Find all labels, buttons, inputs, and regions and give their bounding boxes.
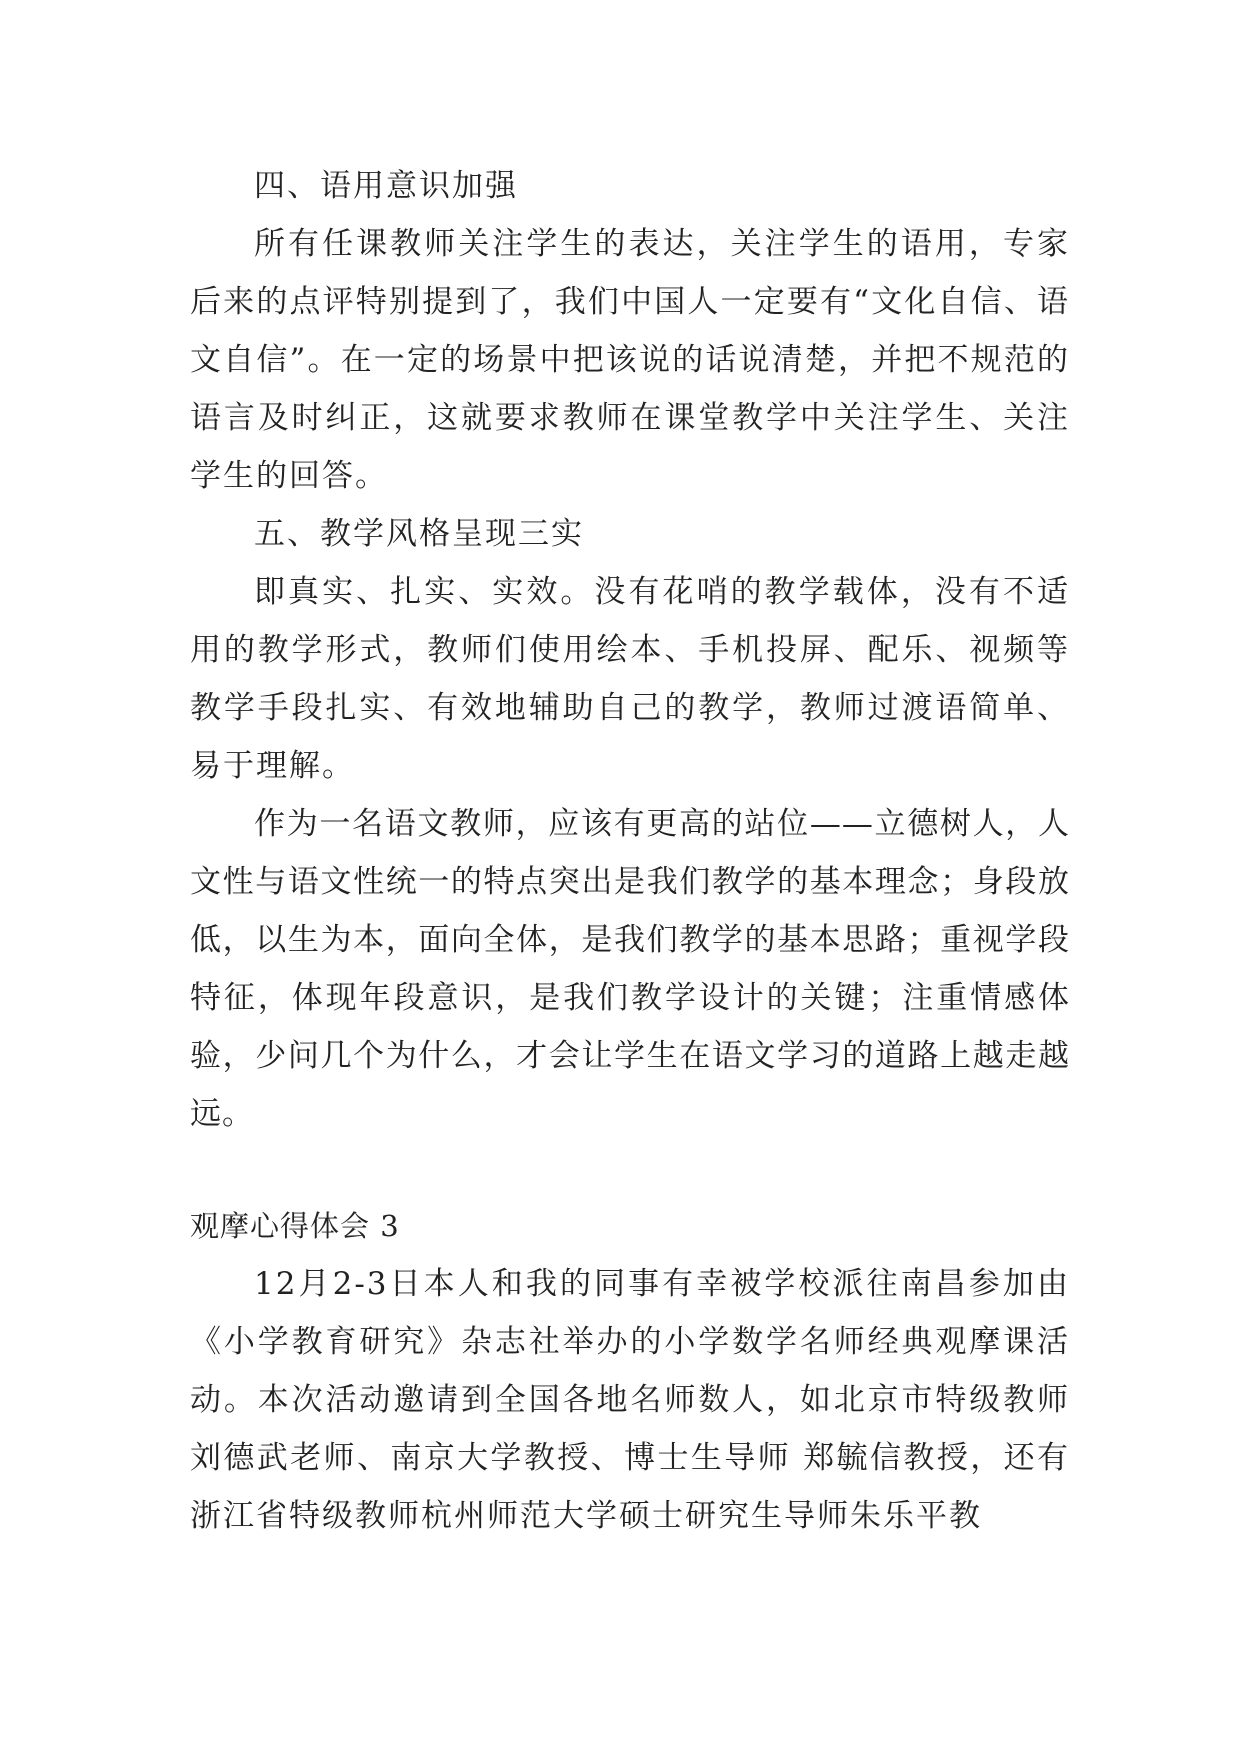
section-paragraph-4: 所有任课教师关注学生的表达，关注学生的语用，专家后来的点评特别提到了，我们中国人一定要有“文化自信、语文自信”。在一定的场景中把该说的话说清楚，并把不规范的语言及时纠正，这就要求教师在课堂教学中关注学生、关注学生的回答。 [190,226,1070,494]
section-paragraph-5: 即真实、扎实、实效。没有花哨的教学载体，没有不适用的教学形式，教师们使用绘本、手机投屏、配乐、视频等教学手段扎实、有效地辅助自己的教学，教师过渡语简单、易于理解。 [190,574,1070,784]
section-heading-5: 五、教学风格呈现三实 [254,516,584,552]
document-body [190,157,1070,1545]
section-heading-4: 四、语用意识加强 [254,168,518,204]
article-title: 观摩心得体会 3 [190,1209,400,1243]
section-spacer [190,1143,1070,1197]
conclusion-paragraph: 作为一名语文教师，应该有更高的站位——立德树人，人文性与语文性统一的特点突出是我们教学的基本理念；身段放低，以生为本，面向全体，是我们教学的基本思路；重视学段特征，体现年段意识，是我们教学设计的关键；注重情感体验，少问几个为什么，才会让学生在语文学习的道路上越走越远。 [190,806,1070,1132]
article-paragraph: 12月2-3日本人和我的同事有幸被学校派往南昌参加由《小学教育研究》杂志社举办的小学数学名师经典观摩课活动。本次活动邀请到全国各地名师数人，如北京市特级教师刘德武老师、南京大学教授、博士生导师 郑毓信教授，还有浙江省特级教师杭州师范大学硕士研究生导师朱乐平教 [190,1266,1070,1534]
